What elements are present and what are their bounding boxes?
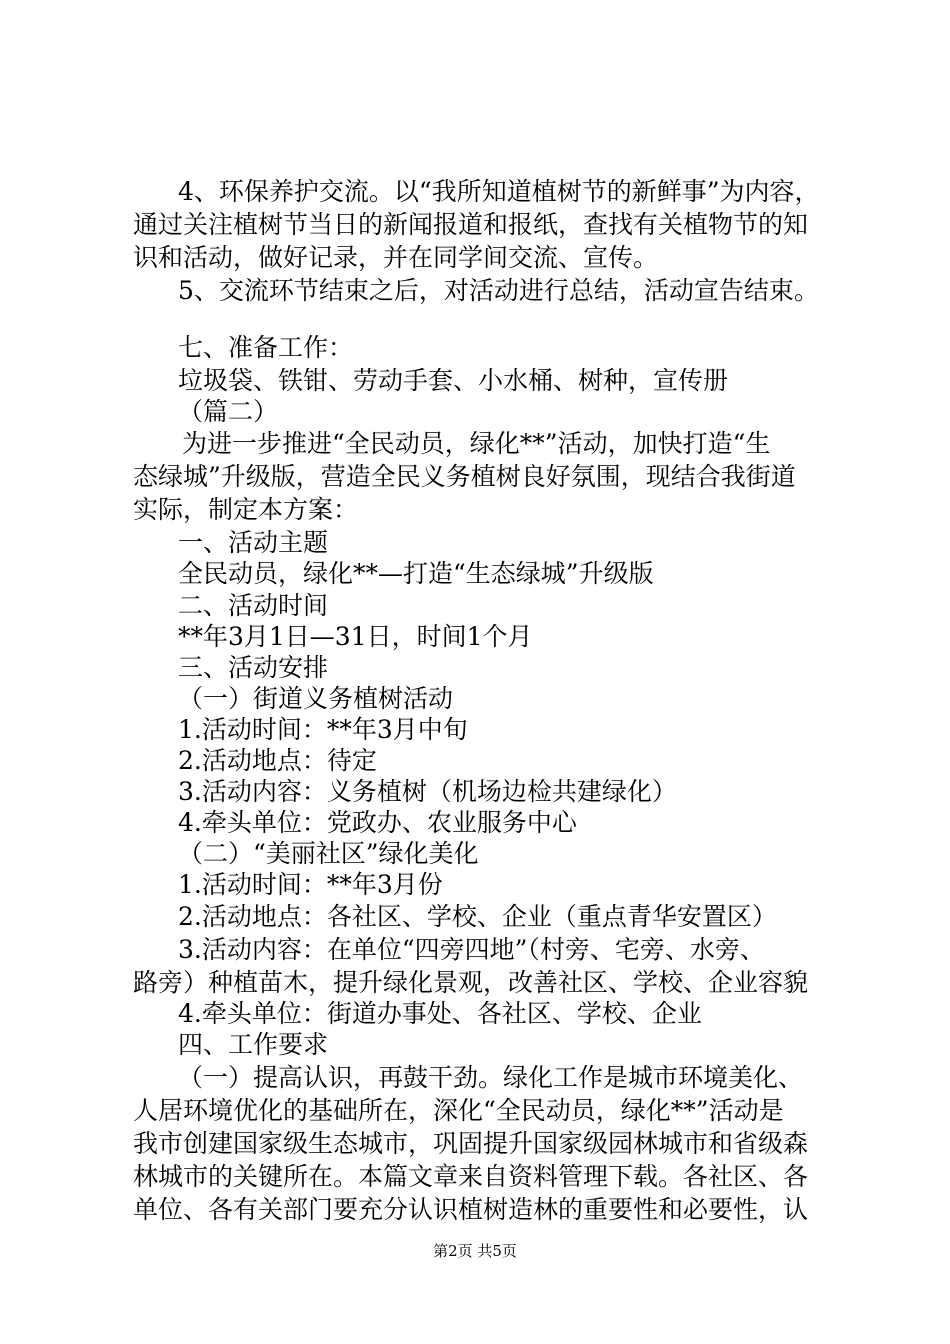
section-heading: 三、活动安排 [178, 653, 329, 682]
paragraph-line: 单位、各有关部门要充分认识植树造林的重要性和必要性，认 [133, 1195, 809, 1224]
paragraph-line: 为进一步推进“全民动员，绿化**”活动，加快打造“生 [182, 429, 771, 458]
page-footer: 第2页 共5页 [433, 1242, 517, 1260]
list-item: 2.活动地点：各社区、学校、企业（重点青华安置区） [178, 902, 777, 931]
paragraph-line: 5、交流环节结束之后，对活动进行总结，活动宣告结束。 [178, 276, 819, 305]
paragraph-line: 垃圾袋、铁钳、劳动手套、小水桶、树种，宣传册 [178, 366, 729, 395]
paragraph-line: 4、环保养护交流。以“我所知道植树节的新鲜事”为内容， [178, 177, 820, 206]
paragraph-line: 实际，制定本方案： [133, 495, 359, 524]
paragraph-line: 林城市的关键所在。本篇文章来自资料管理下载。各社区、各 [133, 1162, 809, 1191]
section-heading: 七、准备工作： [178, 333, 354, 362]
paragraph-line: 态绿城”升级版，营造全民义务植树良好氛围，现结合我街道 [133, 462, 796, 491]
sub-heading: （一）街道义务植树活动 [178, 684, 454, 713]
paragraph-line: 识和活动，做好记录，并在同学间交流、宣传。 [133, 243, 659, 272]
section-heading: 一、活动主题 [178, 528, 329, 557]
paragraph-line: 通过关注植树节当日的新闻报道和报纸，查找有关植物节的知 [133, 210, 809, 239]
paragraph-line: **年3月1日—31日，时间1个月 [178, 622, 533, 651]
list-item: 1.活动时间：**年3月中旬 [178, 715, 468, 744]
list-item: 1.活动时间：**年3月份 [178, 870, 443, 899]
paragraph-line: 全民动员，绿化**—打造“生态绿城”升级版 [178, 559, 654, 588]
paragraph-line: 人居环境优化的基础所在，深化“全民动员，绿化**”活动是 [133, 1096, 784, 1125]
list-item: 2.活动地点：待定 [178, 746, 377, 775]
section-heading: （篇二） [178, 397, 279, 426]
section-heading: 二、活动时间 [178, 591, 329, 620]
list-item: 4.牵头单位：街道办事处、各社区、学校、企业 [178, 999, 702, 1028]
section-heading: 四、工作要求 [178, 1030, 329, 1059]
paragraph-line: 我市创建国家级生态城市，巩固提升国家级园林城市和省级森 [133, 1129, 809, 1158]
sub-heading: （二）“美丽社区”绿化美化 [178, 839, 479, 868]
list-item: 4.牵头单位：党政办、农业服务中心 [178, 808, 577, 837]
paragraph-line: 路旁）种植苗木，提升绿化景观，改善社区、学校、企业容貌 [133, 968, 809, 997]
list-item: 3.活动内容：义务植树（机场边检共建绿化） [178, 777, 677, 806]
paragraph-line: （一）提高认识，再鼓干劲。绿化工作是城市环境美化、 [178, 1063, 804, 1092]
list-item: 3.活动内容：在单位“四旁四地”（村旁、宅旁、水旁、 [178, 935, 765, 964]
